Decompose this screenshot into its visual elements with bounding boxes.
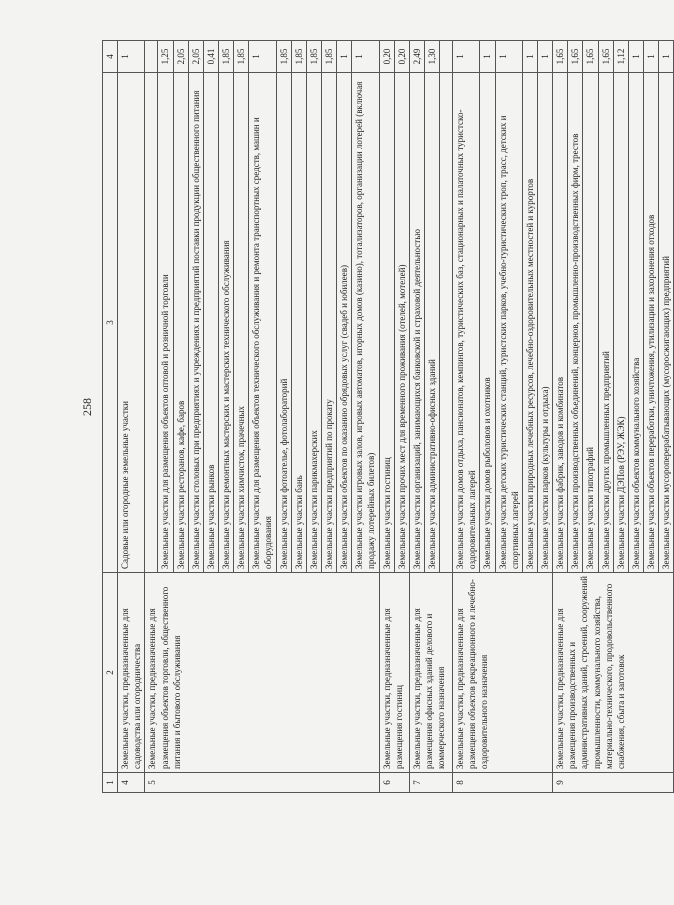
plot-description: Земельные участки производственных объединений, концернов, промышленно-производственных фирм, трестов: [568, 73, 583, 573]
coefficient-value: 1,12: [613, 41, 628, 73]
coefficient-value: 1: [537, 41, 552, 73]
group-number: 4: [118, 773, 145, 793]
table-row: [409, 41, 424, 793]
coefficient-value: 0,20: [394, 41, 409, 73]
plot-description: Земельные участки административно-офисных зданий: [424, 73, 439, 573]
coefficient-value: 1,65: [598, 41, 613, 73]
plot-description: Земельные участки для размещения объектов технического обслуживания и ремонта транспортных средств, машин и оборудования: [249, 73, 276, 573]
coefficient-value: 1,85: [321, 41, 336, 73]
coefficient-value: 1: [522, 41, 537, 73]
plot-description: Земельные участки домов рыболовов и охотников: [480, 73, 495, 573]
plot-description: Земельные участки рынков: [203, 73, 218, 573]
coefficient-value: 1,85: [276, 41, 291, 73]
group-number: 6: [379, 773, 409, 793]
table-header-row: [103, 41, 118, 793]
table-row: [453, 41, 480, 793]
plot-description: Земельные участки парков (культуры и отдыха): [537, 73, 552, 573]
plot-description: Садовые или огородные земельные участки: [118, 73, 145, 573]
plot-description: Земельные участки игровых залов, игровых автоматов, игорных домов (казино), тотализаторов, организации лотерей (включая продажу лотерейных билетов): [352, 73, 379, 573]
coefficient-value: 1: [628, 41, 643, 73]
coefficient-value: 2,05: [173, 41, 188, 73]
coefficient-value: 1: [118, 41, 145, 73]
plot-description: Земельные участки типографий: [583, 73, 598, 573]
coefficient-value: 0,20: [379, 41, 394, 73]
plot-description: [145, 73, 158, 573]
plot-description: Земельные участки ремонтных мастерских и мастерских технического обслуживания: [218, 73, 233, 573]
coefficient-value: 1,65: [553, 41, 568, 73]
land-plot-table: [102, 40, 674, 793]
coefficient-value: [440, 41, 453, 73]
table-row: [145, 41, 158, 793]
plot-description: Земельные участки прочих мест для временного проживания (отелей, мотелей): [394, 73, 409, 573]
header-cell: 3: [103, 73, 118, 573]
plot-description: Земельные участки парикмахерских: [306, 73, 321, 573]
coefficient-value: 1: [495, 41, 522, 73]
coefficient-value: 2,05: [188, 41, 203, 73]
coefficient-value: [145, 41, 158, 73]
group-number: 8: [453, 773, 553, 793]
coefficient-value: 1,85: [291, 41, 306, 73]
group-category: Земельные участки, предназначенные для размещения объектов рекреационного и лечебно-оздоровительного назначения: [453, 573, 553, 773]
header-cell: 4: [103, 41, 118, 73]
coefficient-value: 1,65: [568, 41, 583, 73]
coefficient-value: 2,49: [409, 41, 424, 73]
group-category: Земельные участки, предназначенные для размещения гостиниц: [379, 573, 409, 773]
coefficient-value: 1: [643, 41, 658, 73]
group-category: Земельные участки, предназначенные для размещения офисных зданий делового и коммерческого назначения: [409, 573, 452, 773]
header-cell: 1: [103, 773, 118, 793]
coefficient-value: 1,30: [424, 41, 439, 73]
coefficient-value: 1: [352, 41, 379, 73]
coefficient-value: 1: [337, 41, 352, 73]
coefficient-value: 0,41: [203, 41, 218, 73]
coefficient-value: 1,85: [218, 41, 233, 73]
plot-description: Земельные участки объектов по оказанию обрядовых услуг (свадеб и юбилеев): [337, 73, 352, 573]
group-category: Земельные участки, предназначенные для размещения производственных и административных зданий, строений, сооружений промышленности, коммунального хозяйства, материально-технического, продовольственного снабжения, сбыта и заготовок: [553, 573, 674, 773]
table-body: [118, 41, 674, 793]
group-number: 5: [145, 773, 379, 793]
group-category: Земельные участки, предназначенные для размещения объектов торговли, общественного питания и бытового обслуживания: [145, 573, 379, 773]
plot-description: Земельные участки ДЭПов (РЭУ, ЖЭК): [613, 73, 628, 573]
plot-description: Земельные участки объектов переработки, уничтожения, утилизации и захоронения отходов: [643, 73, 658, 573]
plot-description: Земельные участки бань: [291, 73, 306, 573]
plot-description: Земельные участки природных лечебных ресурсов, лечебно-оздоровительных местностей и курортов: [522, 73, 537, 573]
group-number: 9: [553, 773, 674, 793]
coefficient-value: 1: [659, 41, 674, 73]
coefficient-value: 1,65: [583, 41, 598, 73]
coefficient-value: 1: [480, 41, 495, 73]
page-number: 258: [80, 398, 94, 416]
plot-description: Земельные участки ресторанов, кафе, баров: [173, 73, 188, 573]
coefficient-value: 1: [249, 41, 276, 73]
plot-description: Земельные участки детских туристических станций, туристских парков, учебно-туристических троп, трасс, детских и спортивных лагерей: [495, 73, 522, 573]
plot-description: Земельные участки фабрик, заводов и комбинатов: [553, 73, 568, 573]
group-number: 7: [409, 773, 452, 793]
plot-description: Земельные участки других промышленных предприятий: [598, 73, 613, 573]
plot-description: Земельные участки организаций, занимающихся банковской и страховой деятельностью: [409, 73, 424, 573]
plot-description: Земельные участки предприятий по прокату: [321, 73, 336, 573]
plot-description: Земельные участки домов отдыха, пансионатов, кемпингов, туристических баз, стационарных и палаточных туристско-оздоровительных лагерей: [453, 73, 480, 573]
coefficient-value: 1: [453, 41, 480, 73]
plot-description: [440, 73, 453, 573]
plot-description: Земельные участки фотоателье, фотолабораторий: [276, 73, 291, 573]
table-row: [118, 41, 145, 793]
coefficient-value: 1,85: [234, 41, 249, 73]
plot-description: Земельные участки объектов коммунального хозяйства: [628, 73, 643, 573]
plot-description: Земельные участки мусороперерабатывающих (мусоросжигающих) предприятий: [659, 73, 674, 573]
table-row: [553, 41, 568, 793]
plot-description: Земельные участки гостиниц: [379, 73, 394, 573]
header-cell: 2: [103, 573, 118, 773]
coefficient-value: 1,25: [158, 41, 173, 73]
plot-description: Земельные участки для размещения объектов оптовой и розничной торговли: [158, 73, 173, 573]
rotated-page: [80, 21, 672, 793]
plot-description: Земельные участки химчисток, прачечных: [234, 73, 249, 573]
table-row: [379, 41, 394, 793]
group-category: Земельные участки, предназначенные для садоводства или огородничества: [118, 573, 145, 773]
plot-description: Земельные участки столовых при предприятиях и учреждениях и предприятий поставки продукции общественного питания: [188, 73, 203, 573]
coefficient-value: 1,85: [306, 41, 321, 73]
